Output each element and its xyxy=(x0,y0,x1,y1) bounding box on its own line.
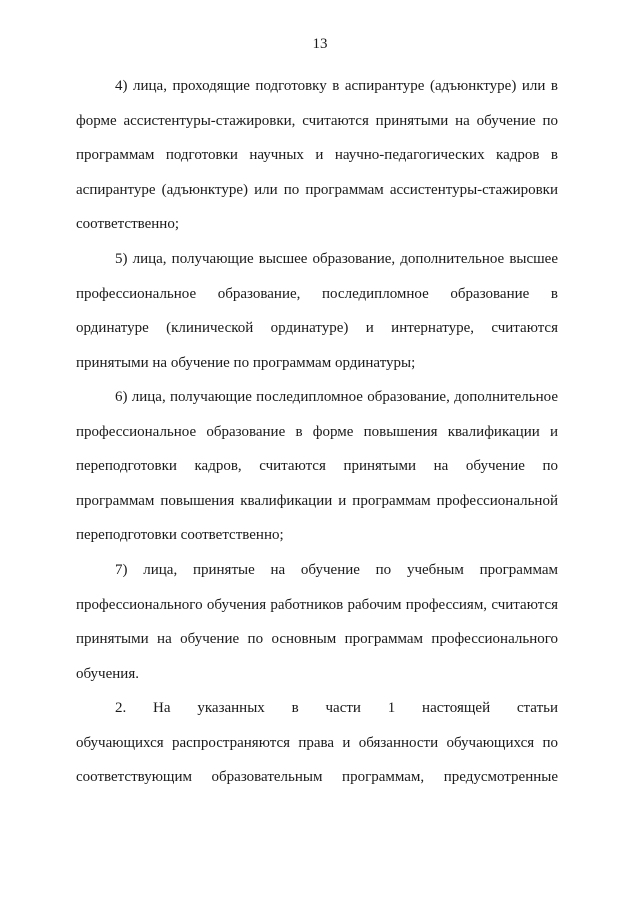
text-line: профессионального обучения работников рабочим профессиям, считаются xyxy=(76,597,558,613)
text-line: 6) лица, получающие последипломное образование, дополнительное xyxy=(115,389,558,405)
text-line: 7) лица, принятые на обучение по учебным программам xyxy=(115,562,558,578)
text-line: переподготовки кадров, считаются принятыми на обучение по xyxy=(76,458,558,474)
text-line: принятыми на обучение по основным программам профессионального xyxy=(76,631,558,647)
text-line: соответствующим образовательным программам, предусмотренные xyxy=(76,769,558,785)
page-number: 13 xyxy=(312,36,328,52)
text-line: форме ассистентуры-стажировки, считаются принятыми на обучение по xyxy=(76,113,558,129)
text-line: 4) лица, проходящие подготовку в аспирантуре (адъюнктуре) или в xyxy=(115,78,558,94)
text-line: ординатуре (клинической ординатуре) и интернатуре, считаются xyxy=(76,320,558,336)
text-line: 2. На указанных в части 1 настоящей статьи xyxy=(115,700,558,716)
text-line: профессиональное образование в форме повышения квалификации и xyxy=(76,424,558,440)
text-line: обучающихся распространяются права и обязанности обучающихся по xyxy=(76,735,558,751)
text-line: программам повышения квалификации и программам профессиональной xyxy=(76,493,558,509)
text-line: программам подготовки научных и научно-педагогических кадров в xyxy=(76,147,558,163)
text-line: аспирантуре (адъюнктуре) или по программам ассистентуры-стажировки xyxy=(76,182,558,198)
text-line: 5) лица, получающие высшее образование, дополнительное высшее xyxy=(115,251,558,267)
text-line: переподготовки соответственно; xyxy=(76,527,284,543)
text-line: соответственно; xyxy=(76,216,179,232)
text-line: принятыми на обучение по программам ординатуры; xyxy=(76,355,416,371)
text-line: профессиональное образование, последипломное образование в xyxy=(76,286,558,302)
text-line: обучения. xyxy=(76,666,139,682)
